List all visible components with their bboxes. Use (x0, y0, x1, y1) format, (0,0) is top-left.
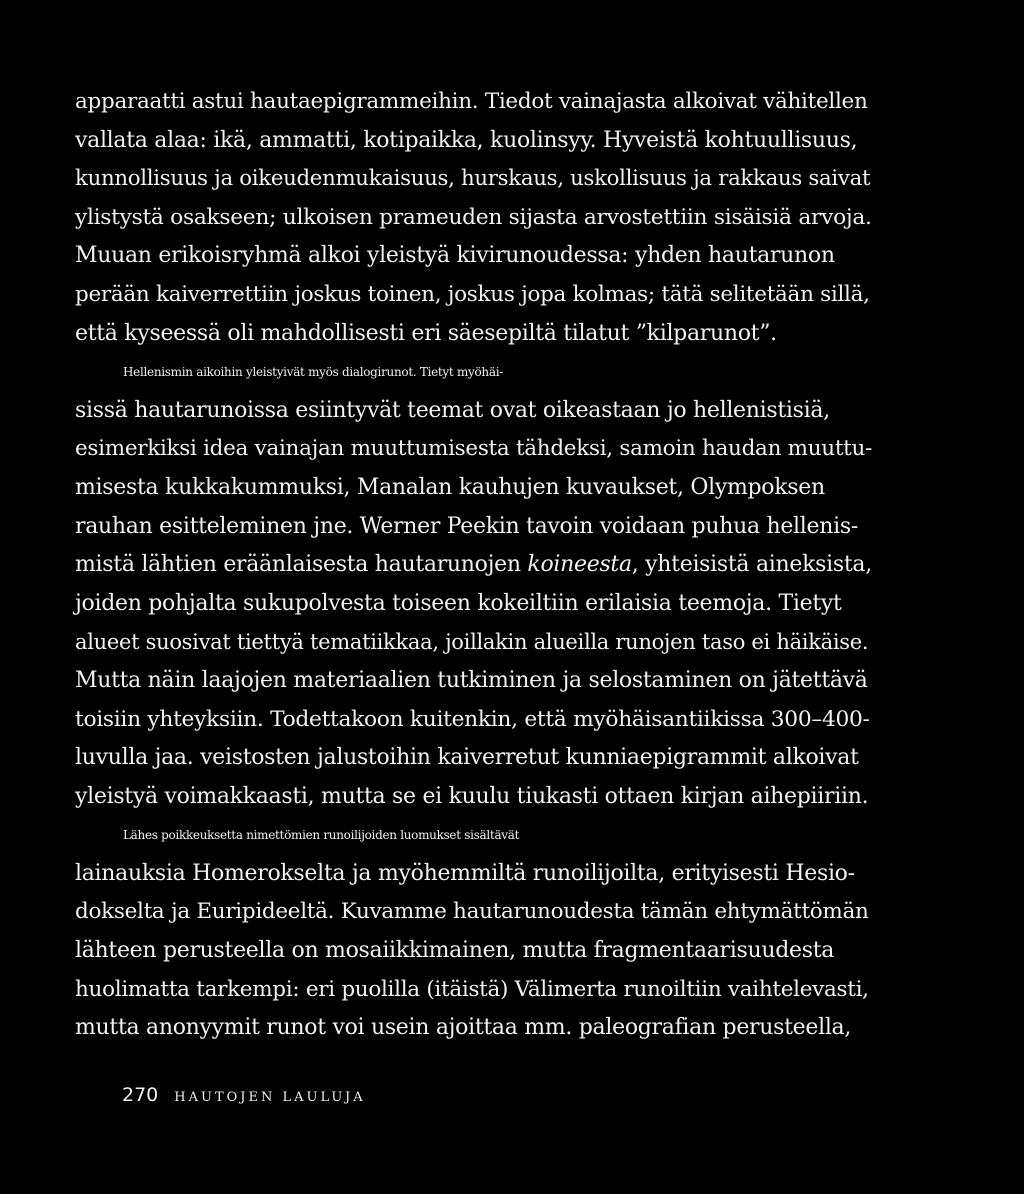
text-line: joiden pohjalta sukupolvesta toiseen kokeiltiin erilaisia teemoja. Tietyt (75, 590, 842, 616)
text-line: kunnollisuus ja oikeudenmukaisuus, hurskaus, uskollisuus ja rakkaus saivat (75, 166, 871, 192)
text-line: vallata alaa: ikä, ammatti, kotipaikka, kuolinsyy. Hyveistä kohtuullisuus, (75, 127, 858, 153)
text-line: lähteen perusteella on mosaiikkimainen, mutta fragmentaarisuudesta (75, 938, 835, 964)
page-number: 270 (122, 1084, 159, 1106)
text-line: alueet suosivat tiettyä tematiikkaa, joillakin alueilla runojen taso ei häikäise. (75, 630, 869, 655)
text-line: Hellenismin aikoihin yleistyivät myös dialogirunot. Tietyt myöhäi- (123, 365, 504, 380)
text-line: mistä lähtien eräänlaisesta hautarunojen koineesta, yhteisistä aineksista, (75, 552, 872, 578)
text-line: huolimatta tarkempi: eri puolilla (itäistä) Välimerta runoiltiin vaihtelevasti, (75, 976, 869, 1002)
text-line: ylistystä osakseen; ulkoisen prameuden sijasta arvostettiin sisäisiä arvoja. (75, 204, 872, 230)
text-line: Mutta näin laajojen materiaalien tutkiminen ja selostaminen on jätettävä (75, 667, 868, 693)
text-line: rauhan esitteleminen jne. Werner Peekin tavoin voidaan puhua hellenis- (75, 513, 858, 539)
text-line: Lähes poikkeuksetta nimettömien runoilijoiden luomukset sisältävät (123, 828, 520, 843)
text-line: lainauksia Homerokselta ja myöhemmiltä runoilijoilta, erityisesti Hesio- (75, 860, 855, 886)
page-footer (122, 1084, 366, 1106)
body-text (75, 83, 875, 1048)
running-head: HAUTOJEN LAULUJA (174, 1090, 366, 1105)
text-line: sissä hautarunoissa esiintyvät teemat ovat oikeastaan jo hellenistisiä, (75, 397, 830, 423)
text-line: luvulla jaa. veistosten jalustoihin kaiverretut kunniaepigrammit alkoivat (75, 745, 859, 771)
text-line: dokselta ja Euripideeltä. Kuvamme hautarunoudesta tämän ehtymättömän (75, 899, 869, 925)
text-line: yleistyä voimakkaasti, mutta se ei kuulu tiukasti ottaen kirjan aihepiiriin. (75, 783, 869, 809)
text-line: misesta kukkakummuksi, Manalan kauhujen kuvaukset, Olympoksen (75, 474, 825, 500)
text-line: että kyseessä oli mahdollisesti eri säesepiltä tilatut ”kilparunot”. (75, 320, 777, 346)
page-body (75, 83, 875, 1048)
text-line: esimerkiksi idea vainajan muuttumisesta tähdeksi, samoin haudan muuttu- (75, 436, 873, 462)
text-line: apparaatti astui hautaepigrammeihin. Tiedot vainajasta alkoivat vähitellen (75, 89, 868, 114)
emphasis: koineesta (527, 552, 632, 578)
text-line: perään kaiverrettiin joskus toinen, joskus jopa kolmas; tätä selitetään sillä, (75, 281, 870, 307)
text-line: toisiin yhteyksiin. Todettakoon kuitenkin, että myöhäisantiikissa 300–400- (75, 706, 870, 732)
text-line: Muuan erikoisryhmä alkoi yleistyä kivirunoudessa: yhden hautarunon (75, 243, 835, 269)
text-line: mutta anonyymit runot voi usein ajoittaa mm. paleografian perusteella, (75, 1015, 852, 1041)
